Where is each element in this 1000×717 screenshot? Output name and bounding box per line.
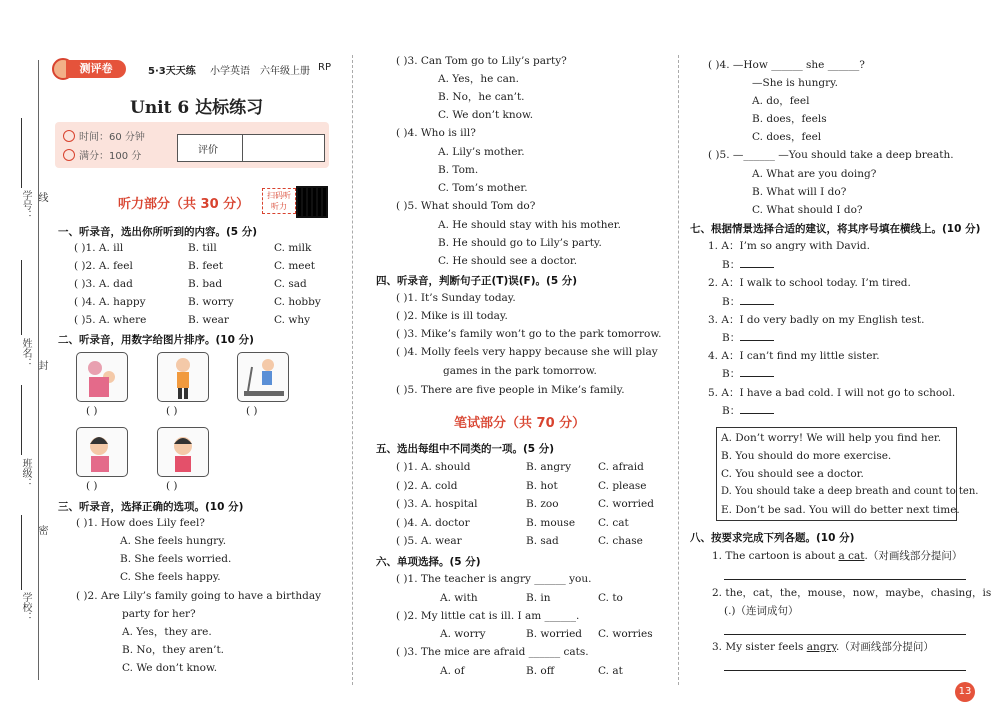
binding-line-char: 线 [36, 192, 47, 202]
s7-option: A. Don’t worry! We will help you find her. [721, 432, 942, 444]
s3-q3-option: A. Yes，he can. [438, 73, 519, 85]
s4-item: ( )1. It’s Sunday today. [396, 292, 516, 304]
s6-q2: ( )2. My little cat is ill. I am ______. [396, 610, 580, 622]
qr-label: 扫码听听力 [262, 188, 296, 214]
s8-q1-answer-line[interactable] [724, 579, 966, 580]
s5-row: ( )2. A. cold B. hot C. please [396, 479, 647, 492]
s3-q4-option: C. Tom’s mother. [438, 182, 528, 194]
page-title: Unit 6 达标练习 [130, 98, 264, 118]
student-id-label: 学号： [20, 190, 31, 220]
picture-treadmill [237, 352, 289, 402]
picture-girl-sad [157, 427, 209, 477]
s3-q2: ( )2. Are Lily’s family going to have a birthday [76, 590, 322, 602]
eval-score-field[interactable] [243, 135, 323, 161]
s1-row: ( )1. A. ill B. till C. milk [74, 242, 312, 254]
s7-item-b: B： [722, 331, 774, 345]
s6-q5-option: A. What are you doing? [752, 168, 877, 180]
s3-q2-option: B. No，they aren’t. [122, 644, 225, 656]
edition-label: RP [318, 62, 331, 73]
section-6-title: 六、单项选择。(5 分) [376, 556, 481, 568]
s3-q4: ( )4. Who is ill? [396, 127, 476, 139]
score-icon [63, 149, 75, 161]
section-5-title: 五、选出每组中不同类的一项。(5 分) [376, 443, 555, 455]
eval-label: 评价 [198, 145, 218, 156]
binding-tight-char: 密 [36, 525, 47, 535]
s6-q1-option: A. with [440, 592, 478, 604]
section-8-title: 八、按要求完成下列各题。(10 分) [690, 532, 855, 544]
binding-seal-char: 封 [36, 360, 47, 370]
eval-table [177, 134, 325, 162]
written-section-title: 笔试部分（共 70 分） [454, 416, 586, 431]
class-label: 班级： [20, 458, 31, 488]
s3-q2-option: A. Yes，they are. [122, 626, 212, 638]
s8-q2: 2. the，cat，the，mouse，now，maybe，chasing，is [712, 587, 992, 599]
name-label: 姓名： [20, 338, 31, 368]
s8-q3-answer-line[interactable] [724, 670, 966, 671]
column-divider-1 [352, 55, 353, 685]
s3-q1-option: B. She feels worried. [120, 553, 232, 565]
section-7-title: 七、根据情景选择合适的建议，将其序号填在横线上。(10 分) [690, 223, 981, 235]
s3-q3-option: B. No，he can’t. [438, 91, 525, 103]
s5-row: ( )4. A. doctor B. mouse C. cat [396, 516, 629, 529]
s4-item-cont: games in the park tomorrow. [443, 365, 597, 377]
s6-q4-option: A. do，feel [752, 95, 810, 107]
s6-q3-option: B. off [526, 665, 555, 677]
badge: 测评卷 [66, 60, 126, 78]
grade-label: 六年级上册 [260, 66, 310, 77]
clock-icon [63, 130, 75, 142]
s7-option: B. You should do more exercise. [721, 450, 892, 462]
s3-q5-option: B. He should go to Lily’s party. [438, 237, 602, 249]
s6-q4: ( )4. —How ______ she ______? [708, 59, 865, 71]
section-1-rows [74, 241, 321, 331]
s3-q3: ( )3. Can Tom go to Lily’s party? [396, 55, 567, 67]
s6-q4-option: B. does，feels [752, 113, 827, 125]
qr-code-icon[interactable] [296, 186, 328, 218]
s3-q4-option: B. Tom. [438, 164, 479, 176]
s6-q1: ( )1. The teacher is angry ______ you. [396, 573, 592, 585]
name-blank[interactable] [21, 260, 22, 335]
s7-item-b: B： [722, 295, 774, 309]
s6-q5-option: B. What will I do? [752, 186, 847, 198]
s6-q1-option: C. to [598, 592, 623, 604]
school-blank[interactable] [21, 515, 22, 590]
binding-strip [0, 0, 50, 717]
s7-answer-blank[interactable] [740, 340, 774, 341]
s3-q3-option: C. We don’t know. [438, 109, 534, 121]
s1-row: ( )3. A. dad B. bad C. sad [74, 278, 307, 290]
info-box [55, 122, 329, 168]
s7-answer-blank[interactable] [740, 413, 774, 414]
picture-2-answer[interactable]: ( ) [166, 405, 178, 417]
s6-q2-option: B. worried [526, 628, 583, 640]
s4-item: ( )5. There are five people in Mike’s family. [396, 384, 625, 396]
s5-row: ( )3. A. hospital B. zoo C. worried [396, 498, 654, 510]
s7-item-a: 5. A：I have a bad cold. I will not go to school. [708, 387, 956, 399]
picture-3-answer[interactable]: ( ) [246, 405, 258, 417]
s6-q1-option: B. in [526, 592, 551, 604]
s6-q2-option: C. worries [598, 628, 653, 640]
s3-q2-option: C. We don’t know. [122, 662, 218, 674]
picture-girl-sick [76, 427, 128, 477]
series-label: 5·3天天练 [148, 66, 196, 77]
picture-boy-standing [157, 352, 209, 402]
section-3-title: 三、听录音，选择正确的选项。(10 分) [58, 501, 244, 513]
picture-5-answer[interactable]: ( ) [166, 480, 178, 492]
s7-answer-blank[interactable] [740, 304, 774, 305]
page-header [52, 58, 342, 80]
s6-q5: ( )5. —______ —You should take a deep breath. [708, 149, 954, 161]
section-2-title: 二、听录音，用数字给图片排序。(10 分) [58, 334, 254, 346]
s8-q1: 1. The cartoon is about a cat.（对画线部分提问） [712, 550, 963, 562]
s1-row: ( )5. A. where B. wear C. why [74, 314, 311, 326]
s7-option: E. Don’t be sad. You will do better next time. [721, 504, 960, 516]
s4-item: ( )2. Mike is ill today. [396, 310, 508, 322]
s7-item-b: B： [722, 258, 774, 272]
section-1-title: 一、听录音，选出你所听到的内容。(5 分) [58, 226, 258, 238]
s3-q5-option: A. He should stay with his mother. [438, 219, 621, 231]
s5-row: ( )1. A. should B. angry C. afraid [396, 461, 644, 473]
s3-q2-cont: party for her? [122, 608, 196, 620]
s6-q3-option: A. of [440, 665, 465, 677]
s7-answer-blank[interactable] [740, 267, 774, 268]
school-label: 学校： [20, 592, 31, 622]
s6-q4-option: C. does，feel [752, 131, 822, 143]
column-divider-2 [678, 55, 679, 685]
s7-option: D. You should take a deep breath and count to ten. [721, 486, 979, 497]
s6-q4-answer: —She is hungry. [752, 77, 838, 89]
picture-4-answer[interactable]: ( ) [86, 480, 98, 492]
s8-q3: 3. My sister feels angry.（对画线部分提问） [712, 641, 934, 653]
s7-options-box [716, 427, 979, 521]
s5-row: ( )5. A. wear B. sad C. chase [396, 535, 643, 547]
s4-item: ( )4. Molly feels very happy because she will play [396, 346, 658, 358]
subject-label: 小学英语 [210, 66, 250, 77]
score-label: 满分：100 分 [79, 151, 142, 162]
s7-answer-blank[interactable] [740, 376, 774, 377]
s1-row: ( )2. A. feel B. feet C. meet [74, 260, 315, 272]
time-label: 时间：60 分钟 [79, 132, 145, 143]
s7-item-a: 1. A：I’m so angry with David. [708, 240, 870, 252]
s6-q3: ( )3. The mice are afraid ______ cats. [396, 646, 589, 658]
s3-q4-option: A. Lily’s mother. [438, 146, 525, 158]
picture-1-answer[interactable]: ( ) [86, 405, 98, 417]
s3-q1-option: C. She feels happy. [120, 571, 221, 583]
s6-q2-option: A. worry [440, 628, 486, 640]
s3-q1-option: A. She feels hungry. [120, 535, 227, 547]
binding-line [38, 60, 39, 680]
s8-q1-underlined: a cat [838, 550, 865, 562]
page-number: 13 [955, 682, 975, 702]
s3-q5: ( )5. What should Tom do? [396, 200, 536, 212]
s7-item-b: B： [722, 367, 774, 381]
s6-q5-option: C. What should I do? [752, 204, 863, 216]
s4-item: ( )3. Mike’s family won’t go to the park tomorrow. [396, 328, 662, 340]
student-id-blank[interactable] [21, 118, 22, 188]
s3-q1: ( )1. How does Lily feel? [76, 517, 205, 529]
s7-item-a: 3. A：I do very badly on my English test. [708, 314, 925, 326]
s8-q3-underlined: angry [806, 641, 837, 653]
s7-item-a: 4. A：I can’t find my little sister. [708, 350, 880, 362]
class-blank[interactable] [21, 385, 22, 455]
s8-q2-answer-line[interactable] [724, 634, 966, 635]
s7-item-a: 2. A：I walk to school today. I’m tired. [708, 277, 911, 289]
listening-section-title: 听力部分（共 30 分） [118, 197, 250, 212]
s7-option: C. You should see a doctor. [721, 468, 864, 480]
s3-q5-option: C. He should see a doctor. [438, 255, 578, 267]
s8-q2-cont: (.)（连词成句） [724, 605, 799, 617]
s6-q3-option: C. at [598, 665, 623, 677]
section-4-title: 四、听录音，判断句子正(T)误(F)。(5 分) [376, 275, 578, 287]
s1-row: ( )4. A. happy B. worry C. hobby [74, 296, 321, 308]
s7-item-b: B： [722, 404, 774, 418]
picture-mother-comforting [76, 352, 128, 402]
section-5-rows [396, 460, 654, 553]
